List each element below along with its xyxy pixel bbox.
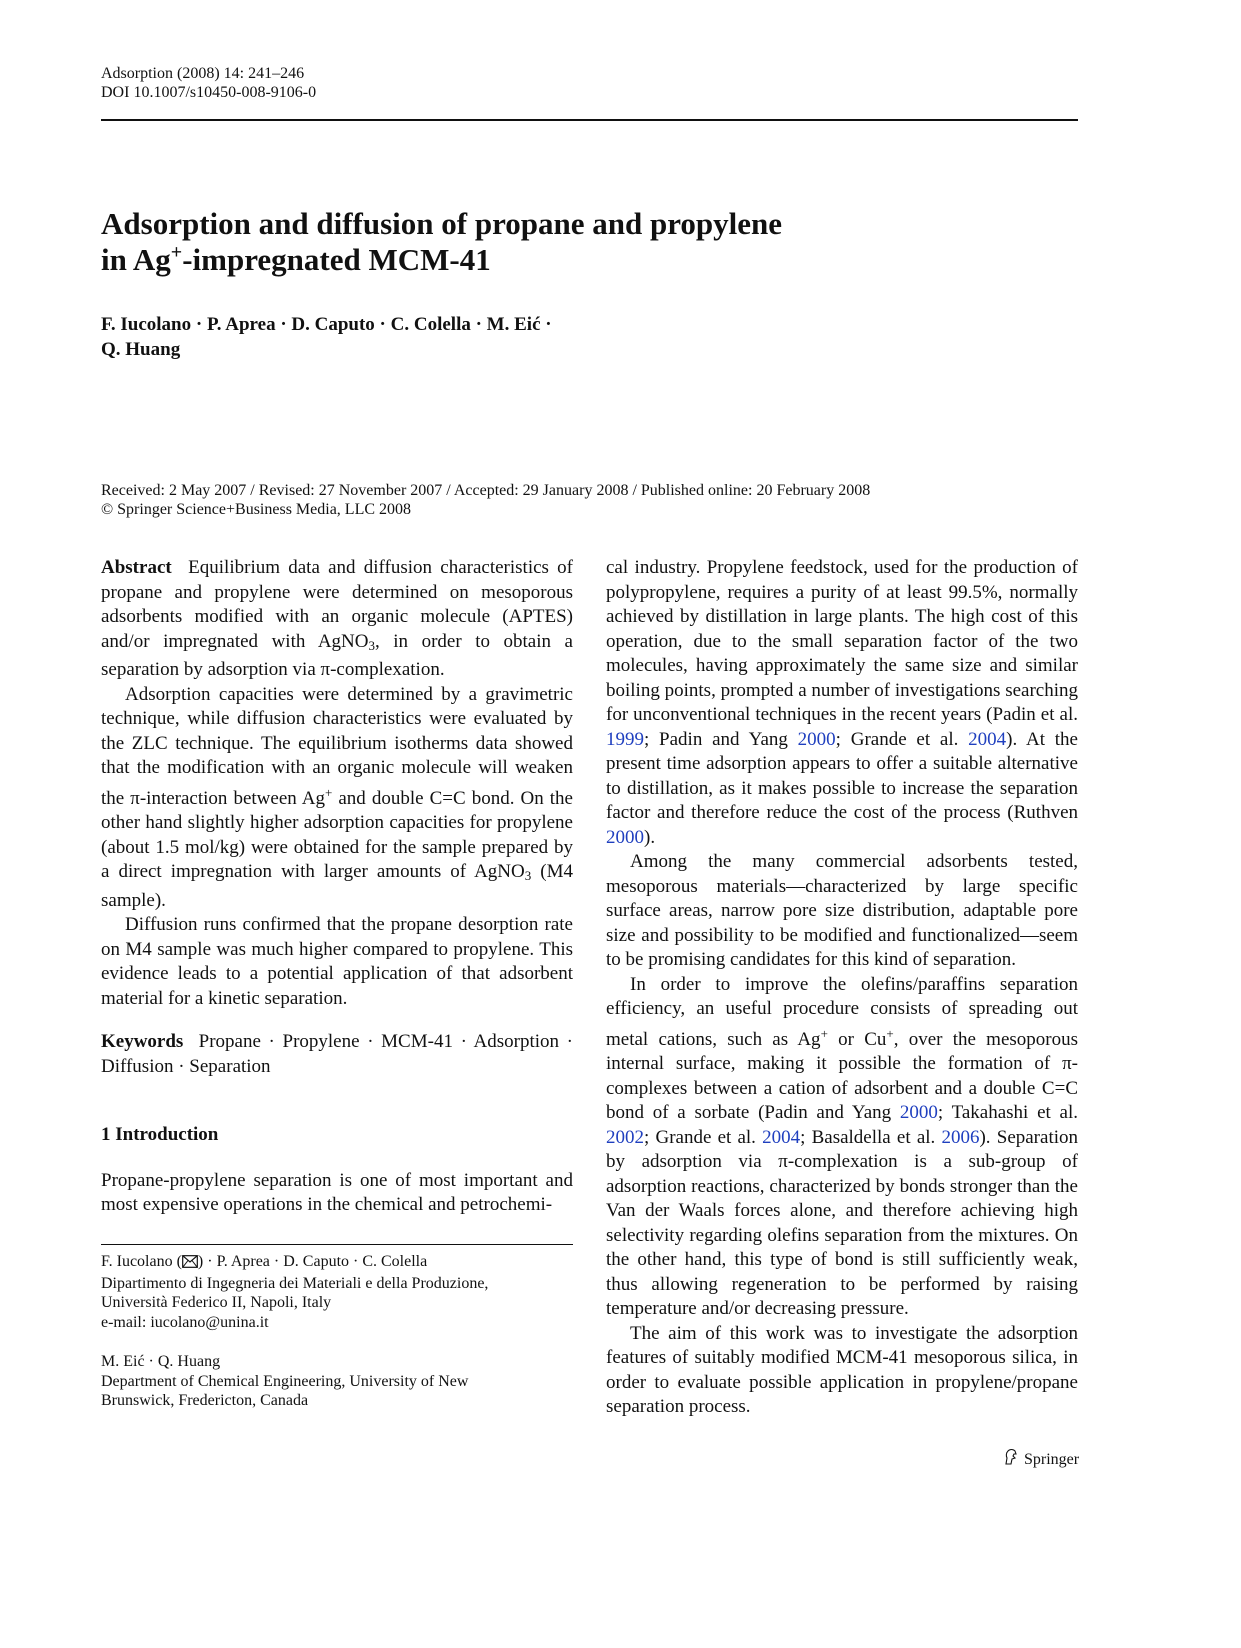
abstract-paragraph-3: Diffusion runs confirmed that the propane desorption rate on M4 sample was much higher compared to propylene. This evidence leads to a potential application of that adsorbent material for a kinetic separation. [101,914,573,1009]
title-part: in Ag [101,242,171,277]
citation-link[interactable]: 2002 [606,1126,644,1148]
text-run: ) · P. Aprea · D. Caputo · C. Colella [197,1253,428,1270]
title-superscript: + [170,241,183,264]
citation-link[interactable]: 2006 [941,1126,980,1148]
title-line-2 [101,242,1001,278]
text-run: ; Grande et al. [835,728,969,750]
citation-link[interactable]: 1999 [606,728,644,750]
keywords-text: Propane · Propylene · MCM-41 · Adsorption · Diffusion · Separation [101,1031,573,1077]
text-run: ). Separation by adsorption via π-complexation is a sub-group of adsorption reactions, characterized by bonds stronger than the Van der Waals forces alone, and therefore achieving high selectivity regarding olefins separation from the mixtures. On the other hand, this type of bond is still sufficiently weak, thus allowing regeneration to be performed by raising temperature and/or decreasing pressure. [606,1126,1079,1319]
journal-citation: Adsorption (2008) 14: 241–246 [101,65,305,82]
footnote-rule [101,1244,573,1245]
citation-link[interactable]: 2000 [606,826,644,848]
dates-line: Received: 2 May 2007 / Revised: 27 November 2007 / Accepted: 29 January 2008 / Published online: 20 February 2008 [101,482,871,499]
section-heading-introduction: 1 Introduction [101,1124,219,1145]
citation-link[interactable]: 2000 [899,1102,938,1123]
intro-paragraph-1-cont [606,556,1078,850]
affiliation-line: Department of Chemical Engineering, University of New [101,1372,469,1390]
text-run: ). At the present time adsorption appears to offer a suitable alternative to distillation, as it makes possible to increase the separation factor and therefore reduce the cost of the process (Ruthven [606,728,1078,823]
publisher-logo [1003,1448,1079,1472]
abstract-paragraph-1 [101,556,573,683]
text-run: and double C=C bond. On the other hand slightly higher adsorption capacities for propylene (about 1.5 mol/kg) were obtained for the sample prepared by a direct impregnation with larger amounts of AgNO [101,787,573,882]
journal-header [101,64,316,102]
publication-dates [101,481,870,519]
superscript: + [820,1025,828,1041]
article-title [101,206,1001,278]
affiliation-line: Università Federico II, Napoli, Italy [101,1294,332,1311]
left-column [101,556,573,1218]
publisher-name: Springer [1024,1451,1080,1468]
abstract-label: Abstract [101,557,172,578]
affiliation-line: M. Eić · Q. Huang [101,1353,221,1370]
text-run: (M4 sample). [101,861,573,911]
text-run: cal industry. Propylene feedstock, used for the production of polypropylene, requires a purity of at least 99.5%, normally achieved by distillation in large plants. The high cost of this operation, due to the small separation factor of the two molecules, having approximately the same size and similar boiling points, prompted a number of investigations searching for unconventional techniques in the recent years (Padin et al. [606,557,1078,725]
abstract-paragraph-2 [101,683,573,914]
citation-link[interactable]: 2000 [797,728,836,750]
text-run: ). [644,826,656,848]
title-line-1: Adsorption and diffusion of propane and propylene [101,206,783,241]
citation-link[interactable]: 2004 [762,1126,801,1148]
superscript: + [324,784,333,800]
email-line: e-mail: iucolano@unina.it [101,1313,269,1331]
doi: DOI 10.1007/s10450-008-9106-0 [101,84,317,101]
text-run: ; Takahashi et al. [937,1102,1078,1123]
authors-line-1: F. Iucolano · P. Aprea · D. Caputo · C. Colella · M. Eić · [101,314,552,335]
text-run: Equilibrium data and diffusion characteristics of propane and propylene were determined on mesoporous adsorbents modified with an organic molecule (APTES) and/or impregnated with AgNO [101,557,573,652]
text-run: ; Basaldella et al. [800,1126,942,1148]
title-part: -impregnated MCM-41 [182,242,491,277]
affiliation-line: Brunswick, Fredericton, Canada [101,1392,309,1409]
keywords [101,1030,573,1079]
text-run: ; Grande et al. [644,1126,763,1148]
header-rule [101,119,1078,121]
author-list [101,312,552,362]
intro-paragraph-1-start: Propane-propylene separation is one of most important and most expensive operations in the chemical and petrochemi- [101,1169,573,1215]
affiliation-line: Dipartimento di Ingegneria dei Materiali e della Produzione, [101,1274,489,1292]
text-run: ; Padin and Yang [644,728,798,750]
superscript: + [886,1025,894,1041]
text-run: F. Iucolano ( [101,1253,182,1270]
authors-line-2: Q. Huang [101,339,181,360]
text-run: , over the mesoporous internal surface, making it possible the formation of π-complexes between a cation of adsorbent and a double C=C bond of a sorbate (Padin and Yang [606,1028,1078,1123]
subscript: 3 [368,637,375,653]
intro-paragraph-4: The aim of this work was to investigate the adsorption features of suitably modified MCM-41 mesoporous silica, in order to evaluate possible application in propylene/propane separation process. [606,1322,1078,1417]
subscript: 3 [524,868,532,883]
affiliation-line [101,1252,573,1274]
copyright-line: © Springer Science+Business Media, LLC 2008 [101,501,412,518]
envelope-icon [182,1254,198,1274]
springer-horse-icon [1003,1448,1019,1472]
text-run: Adsorption capacities were determined by a gravimetric technique, while diffusion characteristics were evaluated by the ZLC technique. The equilibrium isotherms data showed that the modification with an organic molecule will weaken the π-interaction between Ag [101,683,573,809]
citation-link[interactable]: 2004 [968,728,1007,750]
text-run: , in order to obtain a separation by adsorption via π-complexation. [101,630,573,680]
text-run: or Cu [827,1028,887,1050]
right-column [606,556,1078,1420]
text-run: In order to improve the olefins/paraffins separation efficiency, an useful procedure consists of spreading out metal cations, such as Ag [606,973,1078,1050]
intro-paragraph-3 [606,973,1078,1322]
keywords-label: Keywords [101,1031,184,1052]
author-affiliations [101,1252,573,1411]
intro-paragraph-2: Among the many commercial adsorbents tested, mesoporous materials—characterized by large specific surface areas, narrow pore size distribution, adaptable pore size and possibility to be modified and functionalized—seem to be promising candidates for this kind of separation. [606,851,1078,970]
